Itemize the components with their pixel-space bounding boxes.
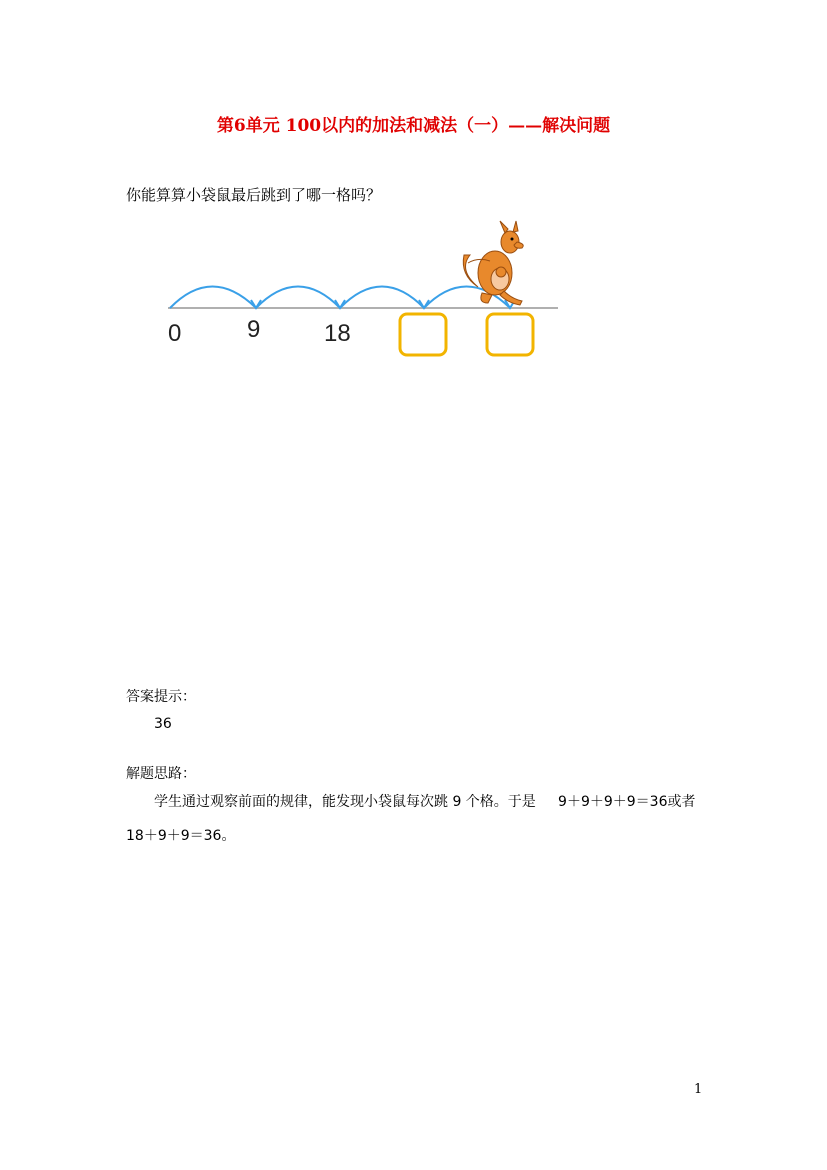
arrowhead-3 (419, 300, 429, 308)
answer-label: 答案提示： (126, 689, 196, 705)
page-number: 1 (694, 1082, 703, 1097)
number-line-svg (160, 215, 570, 375)
page-title: 第6单元 100以内的加法和减法（一）——解决问题 (216, 116, 611, 136)
label-9: 9 (247, 316, 261, 343)
solution-text-line-1: 学生通过观察前面的规律，能发现小袋鼠每次跳 9 个格。于是 9＋9＋9＋9＝36或者 (154, 794, 696, 810)
question-text: 你能算算小袋鼠最后跳到了哪一格吗？ (126, 186, 382, 204)
label-18: 18 (324, 320, 351, 347)
jump-arc-2 (256, 287, 340, 309)
arrowhead-2 (335, 300, 345, 308)
arrowhead-1 (251, 300, 261, 308)
jump-arc-3 (340, 287, 424, 309)
number-line-figure (160, 215, 570, 375)
kangaroo-icon (463, 221, 523, 305)
solution-text-line-2: 18＋9＋9＝36。 (126, 828, 236, 844)
answer-value: 36 (154, 716, 172, 732)
blank-box-2 (487, 314, 533, 355)
blank-box-1 (400, 314, 446, 355)
solution-label: 解题思路： (126, 766, 196, 782)
jump-arc-1 (170, 287, 256, 309)
label-0: 0 (168, 320, 182, 347)
